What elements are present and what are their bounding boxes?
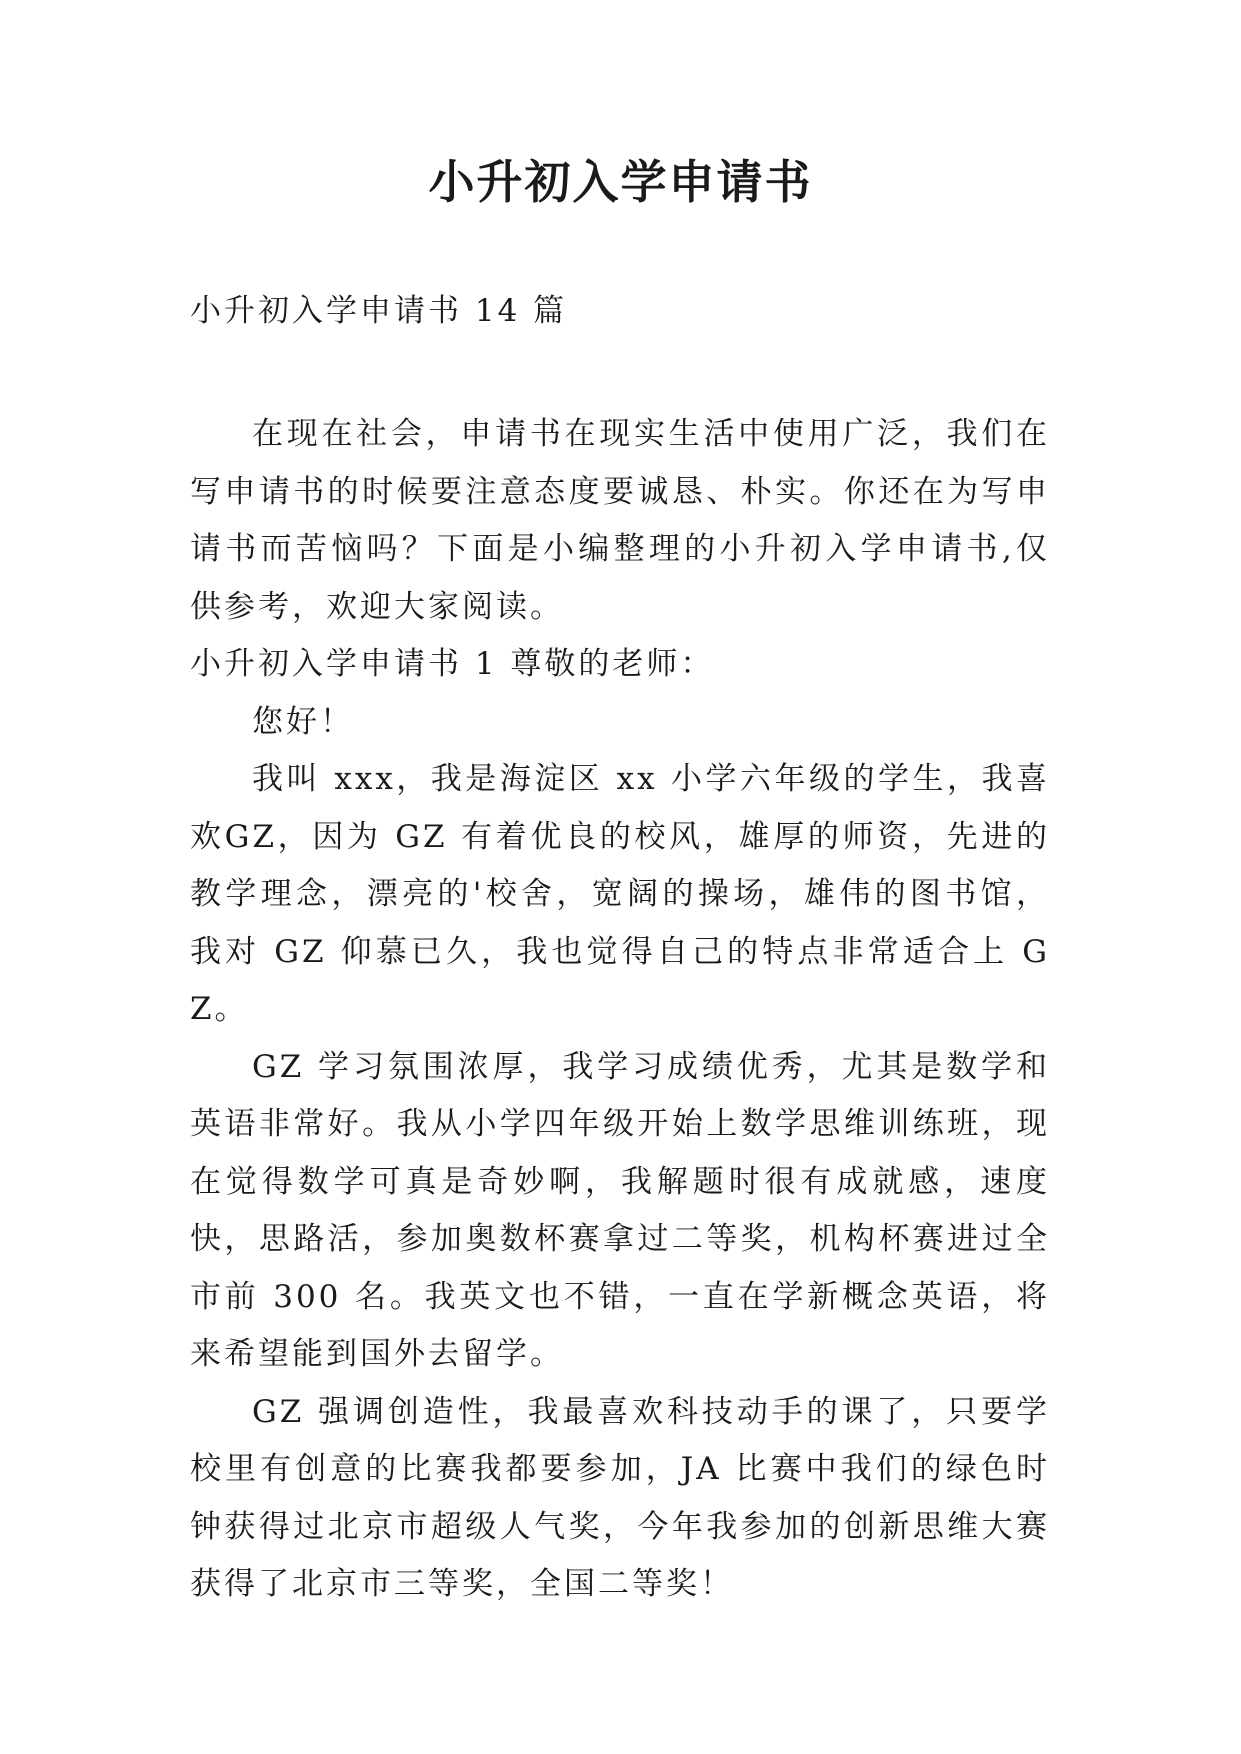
body-paragraph: 我叫 xxx，我是海淀区 xx 小学六年级的学生，我喜欢GZ，因为 GZ 有着优良的校风，雄厚的师资，先进的教学理念，漂亮的'校舍，宽阔的操场，雄伟的图书馆，我对 GZ 仰慕已久，我也觉得自己的特点非常适合上 GZ。 [190, 761, 1050, 1027]
document-subtitle: 小升初入学申请书 14 篇 [190, 293, 568, 329]
intro-paragraph: 在现在社会，申请书在现实生活中使用广泛，我们在写申请书的时候要注意态度要诚恳、朴实。你还在为写申请书而苦恼吗？下面是小编整理的小升初入学申请书,仅供参考，欢迎大家阅读。 [190, 416, 1050, 625]
body-paragraph: GZ 强调创造性，我最喜欢科技动手的课了，只要学校里有创意的比赛我都要参加，JA 比赛中我们的绿色时钟获得过北京市超级人气奖，今年我参加的创新思维大赛获得了北京市三等奖，全国二等奖！ [190, 1393, 1050, 1602]
document-title: 小升初入学申请书 [428, 155, 813, 209]
letter-heading: 小升初入学申请书 1 尊敬的老师： [190, 646, 715, 682]
greeting: 您好！ [252, 703, 354, 740]
document-body [190, 406, 1050, 1614]
body-paragraph: GZ 学习氛围浓厚，我学习成绩优秀，尤其是数学和英语非常好。我从小学四年级开始上数学思维训练班，现在觉得数学可真是奇妙啊，我解题时很有成就感，速度快，思路活，参加奥数杯赛拿过二等奖，机构杯赛进过全市前 300 名。我英文也不错，一直在学新概念英语，将来希望能到国外去留学。 [190, 1048, 1050, 1372]
